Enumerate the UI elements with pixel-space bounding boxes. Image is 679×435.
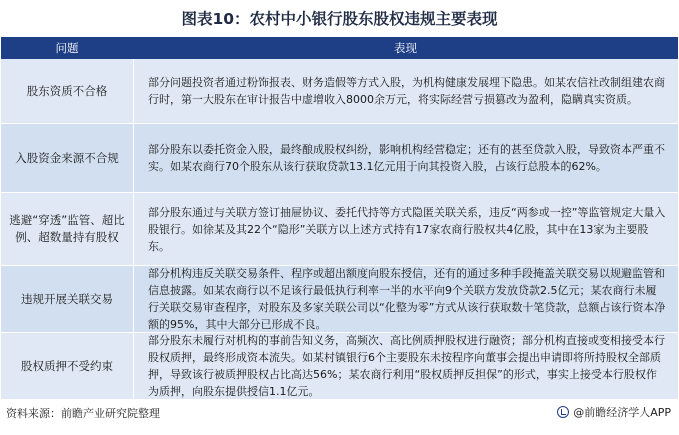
row-issue: 违规开展关联交易 <box>21 291 113 306</box>
page-title: 图表10：农村中小银行股东股权违规主要表现 <box>181 10 498 28</box>
header-issue: 问题 <box>55 41 79 55</box>
table-row <box>1 124 678 193</box>
row-issue: 股权质押不受约束 <box>21 358 113 373</box>
brand-logo-icon <box>557 406 569 418</box>
brand-mark <box>557 404 671 420</box>
row-detail: 部分股东以委托资金入股，最终酿成股权纠纷，影响机构经营稳定；还有的甚至贷款入股，导致资本严重不实。如某农商行70个股东从该行获取贷款13.1亿元用于向其投资入股，占该行总股本的62%。 <box>133 124 678 192</box>
brand-text: @前瞻经济学人APP <box>573 406 671 419</box>
source-note: 资料来源：前瞻产业研究院整理 <box>6 407 160 420</box>
row-detail: 部分机构违反关联交易条件、程序或超出额度向股东授信，还有的通过多种手段掩盖关联交易以规避监管和信息披露。如某农商行以不足该行最低执行利率一半的水平向9个关联方发放贷款2.5亿元；某农商行未履行关联交易审查程序，对股东及多家关联公司以“化整为零”方式从该行获取数十笔贷款，总额占该行资本净额的95%，其中大部分已形成不良。 <box>133 266 678 332</box>
row-detail: 部分股东未履行对机构的事前告知义务，高频次、高比例质押股权进行融资；部分机构直接或变相接受本行股权质押，最终形成资本流失。如某村镇银行6个主要股东未按程序向董事会提出申请即将所持股权全部质押，导致该行被质押股权占比高达56%；某农商行利用“股权质押反担保”的形式，事实上接受本行股权作为质押，向股东提供授信1.1亿元。 <box>133 333 678 399</box>
row-detail: 部分问题投资者通过粉饰报表、财务造假等方式入股，为机构健康发展埋下隐患。如某农信社改制组建农商行时，第一大股东在审计报告中虚增收入8000余万元，将实际经营亏损篡改为盈利，隐瞒真实资质。 <box>133 59 678 123</box>
row-issue: 逃避“穿透”监管、超比例、超数量持有股权 <box>9 213 125 244</box>
header-detail: 表现 <box>394 41 417 55</box>
row-issue: 股东资质不合格 <box>26 83 108 98</box>
table-row <box>1 333 678 399</box>
row-detail: 部分股东通过与关联方签订抽屉协议、委托代持等方式隐匿关联关系，违反“两参或一控”等监管规定大量入股银行。如徐某及其22个“隐形”关联方以上述方式持有17家农商行股权共4亿股，其中在13家为主要股东。 <box>133 193 678 265</box>
row-issue: 入股资金来源不合规 <box>15 150 119 165</box>
table-row <box>1 193 678 266</box>
table-row <box>1 266 678 333</box>
table-row <box>1 59 678 124</box>
violations-table <box>1 37 678 399</box>
table-header <box>1 37 678 59</box>
